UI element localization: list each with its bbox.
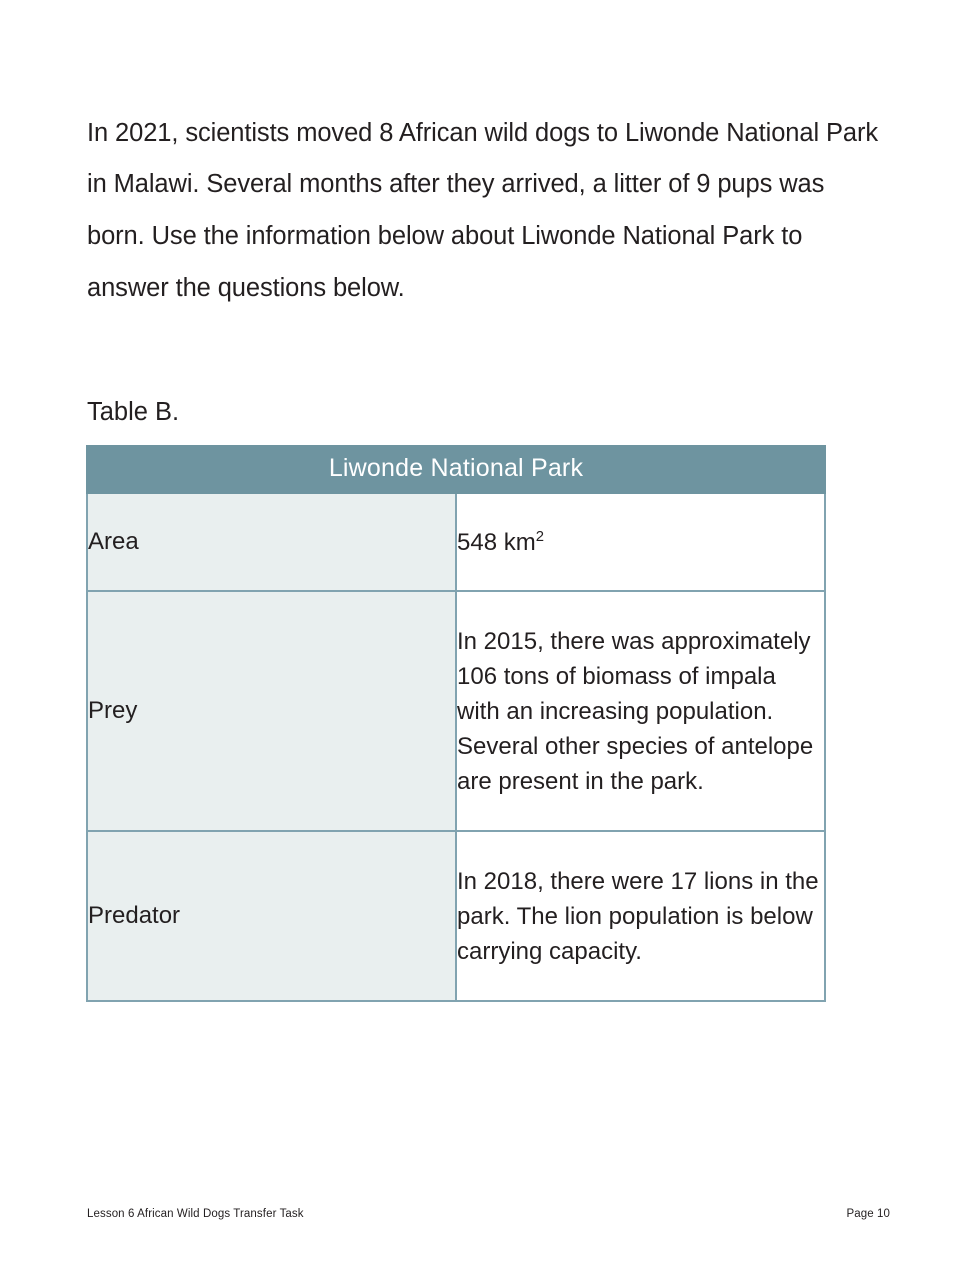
table-header-row bbox=[87, 446, 825, 493]
footer-page-number: Page 10 bbox=[846, 1208, 890, 1220]
footer-left-label: Lesson 6 African Wild Dogs Transfer Task bbox=[87, 1208, 304, 1220]
page-footer bbox=[87, 1208, 890, 1220]
row-label-predator: Predator bbox=[87, 831, 456, 1001]
table-row bbox=[87, 591, 825, 831]
area-value-exponent: 2 bbox=[535, 528, 544, 545]
table-caption: Table B. bbox=[87, 398, 180, 426]
table-row bbox=[87, 493, 825, 591]
row-value-area bbox=[456, 493, 825, 591]
table-row bbox=[87, 831, 825, 1001]
area-value-number: 548 km bbox=[457, 528, 536, 556]
intro-paragraph: In 2021, scientists moved 8 African wild dogs to Liwonde National Park in Malawi. Several months after they arrived, a litter of 9 pups was born. Use the information below about Liwonde National Park to answer the questions below. bbox=[87, 118, 886, 302]
row-label-area: Area bbox=[87, 493, 456, 591]
row-label-prey: Prey bbox=[87, 591, 456, 831]
row-value-predator: In 2018, there were 17 lions in the park. The lion population is below carrying capacity. bbox=[456, 831, 825, 1001]
liwonde-national-park-table bbox=[86, 445, 826, 1002]
table-header-title: Liwonde National Park bbox=[87, 446, 825, 493]
row-value-prey: In 2015, there was approximately 106 tons of biomass of impala with an increasing population. Several other species of antelope are present in the park. bbox=[456, 591, 825, 831]
